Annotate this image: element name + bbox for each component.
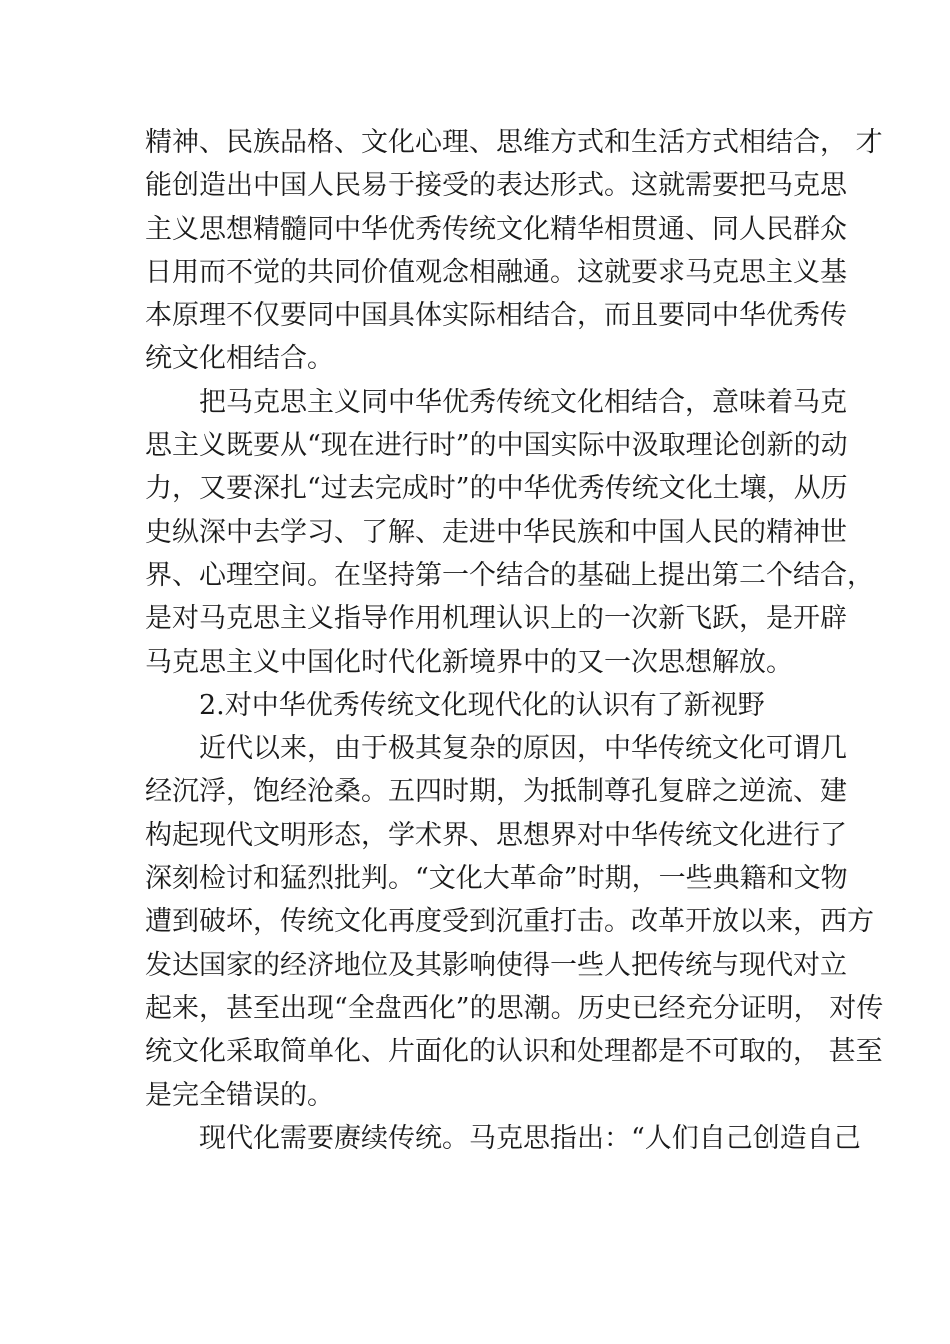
text-line: 统文化采取简单化、片面化的认识和处理都是不可取的， 甚至 — [145, 1036, 883, 1068]
text-line: 本原理不仅要同中国具体实际相结合，而且要同中华优秀传 — [145, 300, 847, 332]
text-line: 经沉浮，饱经沧桑。五四时期，为抵制尊孔复辟之逆流、建 — [145, 776, 847, 808]
text-line: 是完全错误的。 — [145, 1079, 334, 1111]
paragraph-start-line: 现代化需要赓续传统。马克思指出：“人们自己创造自己 — [199, 1122, 861, 1154]
text-line: 起来，甚至出现“全盘西化”的思潮。历史已经充分证明， 对传 — [145, 992, 884, 1024]
text-line: 构起现代文明形态，学术界、思想界对中华传统文化进行了 — [145, 819, 847, 851]
text-line: 力，又要深扎“过去完成时”的中华优秀传统文化土壤，从历 — [145, 473, 848, 505]
text-line: 统文化相结合。 — [145, 343, 334, 375]
text-line: 是对马克思主义指导作用机理认识上的一次新飞跃，是开辟 — [145, 603, 847, 635]
paragraph-start-line: 近代以来，由于极其复杂的原因，中华传统文化可谓几 — [199, 733, 847, 765]
text-line: 发达国家的经济地位及其影响使得一些人把传统与现代对立 — [145, 949, 847, 981]
body-text — [145, 121, 884, 1160]
section-heading: 2.对中华优秀传统文化现代化的认识有了新视野 — [199, 689, 765, 721]
text-line: 界、心理空间。在坚持第一个结合的基础上提出第二个结合， — [145, 559, 874, 591]
text-line: 思主义既要从“现在进行时”的中国实际中汲取理论创新的动 — [145, 430, 848, 462]
text-line: 能创造出中国人民易于接受的表达形式。这就需要把马克思 — [145, 170, 847, 202]
text-line: 精神、民族品格、文化心理、思维方式和生活方式相结合， 才 — [145, 127, 883, 158]
text-line: 主义思想精髓同中华优秀传统文化精华相贯通、同人民群众 — [145, 213, 847, 245]
text-line: 日用而不觉的共同价值观念相融通。这就要求马克思主义基 — [145, 256, 847, 288]
text-line: 深刻检讨和猛烈批判。“文化大革命”时期，一些典籍和文物 — [145, 863, 848, 895]
text-line: 遭到破坏，传统文化再度受到沉重打击。改革开放以来，西方 — [145, 906, 874, 938]
text-line: 马克思主义中国化时代化新境界中的又一次思想解放。 — [145, 646, 793, 678]
paragraph-start-line: 把马克思主义同中华优秀传统文化相结合，意味着马克 — [199, 386, 847, 418]
text-line: 史纵深中去学习、了解、走进中华民族和中国人民的精神世 — [145, 516, 847, 548]
